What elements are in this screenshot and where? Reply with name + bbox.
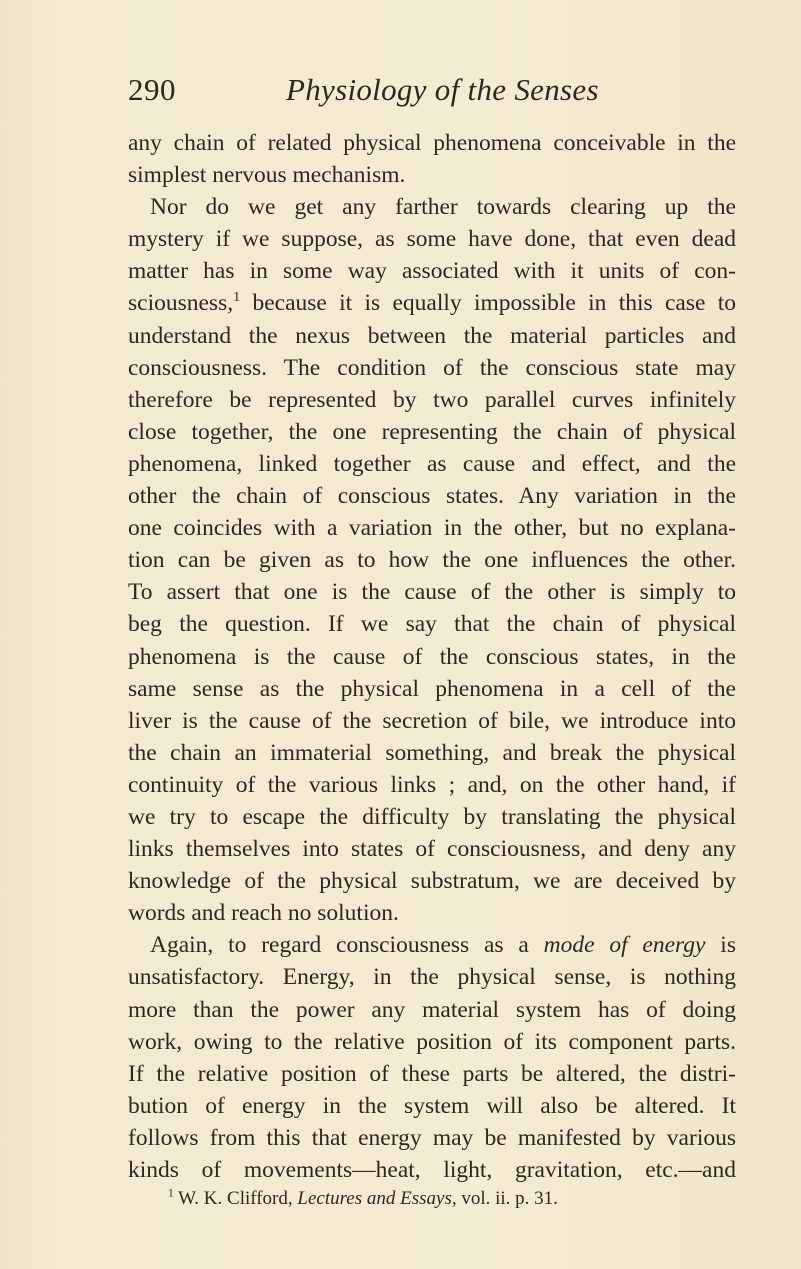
text-fragment: is [705,932,736,959]
text-line: phenomena is the cause of the conscious states, in the [128,643,736,670]
text-fragment: because it is equally impossible in this case to [240,290,736,317]
page-header [128,72,738,112]
italic-phrase: mode of energy [543,932,706,959]
text-line: knowledge of the physical substratum, we are deceived by [128,868,736,895]
text-line: we try to escape the difficulty by translating the physical [128,803,736,830]
body-text [128,127,736,1186]
text-line: links themselves into states of consciousness, and deny any [128,836,736,863]
text-line: one coincides with a variation in the other, but no explana- [128,515,736,542]
text-line: consciousness. The condition of the conscious state may [128,354,736,381]
text-line: bution of energy in the system will also be altered. It [128,1092,736,1119]
text-line: matter has in some way associated with it units of con- [128,258,736,285]
footnote-title: Lectures and Essays, [297,1188,457,1209]
text-line: kinds of movements—heat, light, gravitation, etc.—and [128,1157,736,1183]
text-line: simplest nervous mechanism. [128,162,406,189]
text-line: words and reach no solution. [128,900,399,927]
text-line: Nor do we get any farther towards clearing up the [150,194,736,221]
text-line: unsatisfactory. Energy, in the physical sense, is nothing [128,964,736,991]
page-number: 290 [128,72,176,107]
text-line: same sense as the physical phenomena in a cell of the [128,675,736,702]
footnote-marker: 1 [168,1187,174,1200]
text-line: the chain an immaterial something, and break the physical [128,739,736,766]
footnote-text: vol. ii. p. 31. [456,1188,558,1209]
text-line [128,929,736,961]
text-line: any chain of related physical phenomena conceivable in the [128,130,736,156]
text-line: other the chain of conscious states. Any variation in the [128,483,736,510]
footnote [168,1188,558,1210]
text-line: therefore be represented by two parallel curves infinitely [128,386,736,413]
text-line: work, owing to the relative position of its component parts. [128,1028,736,1055]
text-line [128,287,736,319]
text-fragment: Again, to regard consciousness as a [150,932,544,959]
text-line: understand the nexus between the material particles and [128,322,736,349]
running-title: Physiology of the Senses [286,72,599,107]
text-line: mystery if we suppose, as some have done, that even dead [128,226,736,253]
text-line: If the relative position of these parts be altered, the distri- [128,1060,736,1087]
text-line: close together, the one representing the chain of physical [128,418,736,445]
text-line: tion can be given as to how the one influences the other. [128,547,736,574]
text-line: continuity of the various links ; and, on the other hand, if [128,771,736,798]
footnote-text: W. K. Clifford, [173,1188,298,1209]
text-line: phenomena, linked together as cause and effect, and the [128,450,736,477]
footnote-reference: 1 [233,289,241,306]
text-line: follows from this that energy may be manifested by various [128,1124,736,1151]
text-line: liver is the cause of the secretion of bile, we introduce into [128,707,736,734]
text-line: more than the power any material system has of doing [128,996,736,1023]
text-line: To assert that one is the cause of the other is simply to [128,579,736,606]
text-fragment: sciousness, [128,290,234,317]
text-line: beg the question. If we say that the chain of physical [128,611,736,638]
